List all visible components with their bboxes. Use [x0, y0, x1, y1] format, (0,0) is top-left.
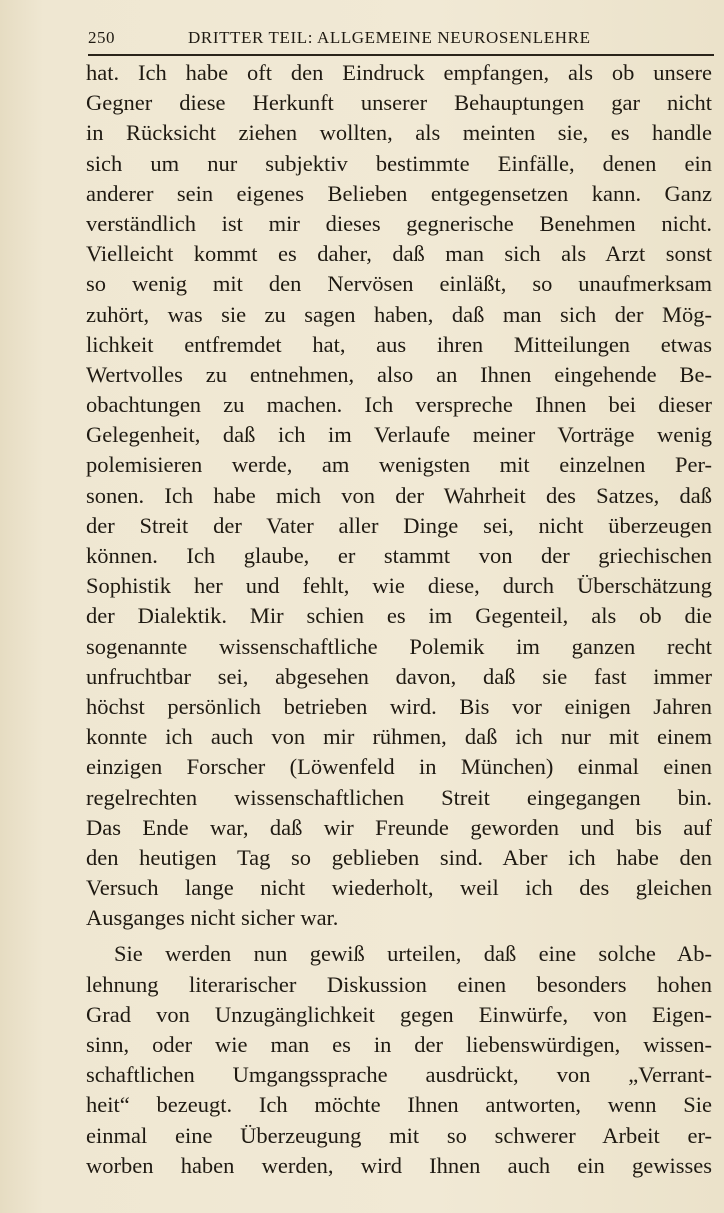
text-line: der Dialektik. Mir schien es im Gegenteil, als ob die: [86, 603, 712, 629]
text-line: konnte ich auch von mir rühmen, daß ich nur mit einem: [86, 724, 712, 750]
paragraph-1: [86, 58, 712, 933]
text-line: hat. Ich habe oft den Eindruck empfangen, als ob unsere: [86, 60, 712, 85]
text-line: in Rücksicht ziehen wollten, als meinten sie, es handle: [86, 120, 712, 146]
paragraph-2: [86, 939, 712, 1181]
text-line: Vielleicht kommt es daher, daß man sich als Arzt sonst: [86, 241, 712, 267]
text-line: der Streit der Vater aller Dinge sei, nicht überzeugen: [86, 512, 712, 538]
text-line: worben haben werden, wird Ihnen auch ein gewisses: [86, 1152, 712, 1178]
text-line: Gelegenheit, daß ich im Verlaufe meiner Vorträge wenig: [86, 422, 712, 448]
text-line: verständlich ist mir dieses gegnerische Benehmen nicht.: [86, 210, 712, 236]
text-line: einmal eine Überzeugung mit so schwerer Arbeit er-: [86, 1122, 712, 1148]
text-line: zuhört, was sie zu sagen haben, daß man sich der Mög-: [86, 301, 712, 327]
text-line: sich um nur subjektiv bestimmte Einfälle, denen ein: [86, 150, 712, 176]
text-line: einzigen Forscher (Löwenfeld in München) einmal einen: [86, 754, 712, 780]
text-line: Das Ende war, daß wir Freunde geworden und bis auf: [86, 814, 712, 840]
body-text: [86, 58, 712, 1181]
text-line: Sophistik her und fehlt, wie diese, durch Überschätzung: [86, 573, 712, 599]
text-line: obachtungen zu machen. Ich verspreche Ihnen bei dieser: [86, 392, 712, 418]
text-line: Gegner diese Herkunft unserer Behauptungen gar nicht: [86, 90, 712, 116]
text-line: Versuch lange nicht wiederholt, weil ich des gleichen: [86, 875, 712, 901]
page-number: 250: [88, 28, 115, 47]
running-head-title: DRITTER TEIL: ALLGEMEINE NEUROSENLEHRE: [188, 28, 591, 47]
text-line: können. Ich glaube, er stammt von der griechischen: [86, 543, 712, 568]
text-line: Sie werden nun gewiß urteilen, daß eine solche Ab-: [114, 941, 712, 967]
text-line: so wenig mit den Nervösen einläßt, so unaufmerksam: [86, 271, 712, 297]
text-line: unfruchtbar sei, abgesehen davon, daß sie fast immer: [86, 663, 712, 689]
text-line: regelrechten wissenschaftlichen Streit eingegangen bin.: [86, 784, 712, 810]
text-line: heit“ bezeugt. Ich möchte Ihnen antworten, wenn Sie: [86, 1092, 712, 1118]
text-line: lichkeit entfremdet hat, aus ihren Mitteilungen etwas: [86, 331, 712, 357]
text-line: Wertvolles zu entnehmen, also an Ihnen eingehende Be-: [86, 361, 712, 387]
text-line: sogenannte wissenschaftliche Polemik im ganzen recht: [86, 633, 712, 659]
text-line: sonen. Ich habe mich von der Wahrheit des Satzes, daß: [86, 482, 712, 508]
text-line: lehnung literarischer Diskussion einen besonders hohen: [86, 971, 712, 997]
text-line: Grad von Unzugänglichkeit gegen Einwürfe, von Eigen-: [86, 1001, 712, 1027]
text-line: polemisieren werde, am wenigsten mit einzelnen Per-: [86, 452, 712, 478]
text-line: schaftlichen Umgangssprache ausdrückt, von „Verrant-: [86, 1062, 712, 1088]
running-head: [88, 22, 714, 56]
text-line: höchst persönlich betrieben wird. Bis vor einigen Jahren: [86, 693, 712, 719]
text-line: Ausganges nicht sicher war.: [86, 905, 339, 931]
text-line: anderer sein eigenes Belieben entgegensetzen kann. Ganz: [86, 180, 712, 206]
text-line: sinn, oder wie man es in der liebenswürdigen, wissen-: [86, 1032, 712, 1057]
text-line: den heutigen Tag so geblieben sind. Aber ich habe den: [86, 844, 712, 870]
